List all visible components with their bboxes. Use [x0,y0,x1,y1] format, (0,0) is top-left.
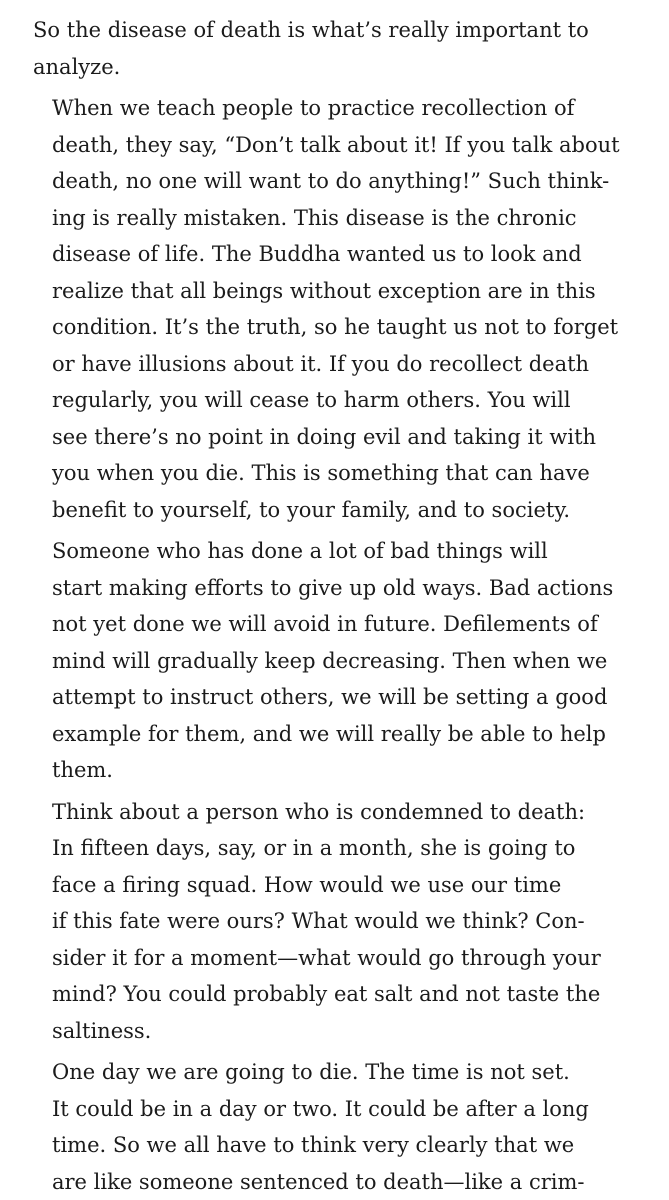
page-text-body [33,12,638,1200]
text-line: start making efforts to give up old ways. Bad actions [52,575,614,600]
text-line: One day we are going to die. The time is not set. [52,1060,570,1084]
text-line: sider it for a moment—what would go through your [52,945,601,970]
paragraph [33,12,638,85]
text-line: analyze. [33,54,121,79]
text-line: benefit to yourself, to your family, and to society. [52,497,571,522]
text-line: It could be in a day or two. It could be after a long [52,1096,589,1121]
text-line: face a firing squad. How would we use our time [52,872,562,897]
text-line: see there’s no point in doing evil and taking it with [52,424,597,449]
text-line: saltiness. [52,1018,152,1043]
text-line: regularly, you will cease to harm others. You will [52,388,571,412]
text-line: are like someone sentenced to death—like a crim- [52,1169,585,1194]
text-line: you when you die. This is something that can have [52,461,590,485]
text-line: example for them, and we will really be able to help [52,721,606,746]
paragraph [33,90,638,528]
text-line: or have illusions about it. If you do recollect death [52,351,590,376]
text-line: So the disease of death is what’s really important to [33,18,589,42]
text-line: death, no one will want to do anything!” Such think- [52,169,610,193]
text-line: In fifteen days, say, or in a month, she is going to [52,836,576,860]
text-line: mind will gradually keep decreasing. Then when we [52,648,608,673]
text-line: them. [52,758,113,782]
text-line: attempt to instruct others, we will be setting a good [52,685,608,709]
text-line: condition. It’s the truth, so he taught us not to forget [52,315,619,339]
text-line: Someone who has done a lot of bad things will [52,539,548,563]
text-line: disease of life. The Buddha wanted us to look and [52,242,582,266]
text-line: When we teach people to practice recollection of [52,96,575,120]
text-line: not yet done we will avoid in future. Defilements of [52,612,598,636]
text-line: if this fate were ours? What would we think? Con- [52,909,585,933]
text-line: mind? You could probably eat salt and not taste the [52,982,601,1006]
text-line: realize that all beings without exception are in this [52,278,596,303]
paragraph [33,794,638,1050]
text-line: ing is really mistaken. This disease is the chronic [52,205,577,230]
text-line: time. So we all have to think very clearly that we [52,1133,575,1157]
paragraph [33,533,638,789]
paragraph [33,1054,638,1200]
text-line: death, they say, “Don’t talk about it! If you talk about [52,132,620,157]
text-line: Think about a person who is condemned to death: [52,799,586,824]
